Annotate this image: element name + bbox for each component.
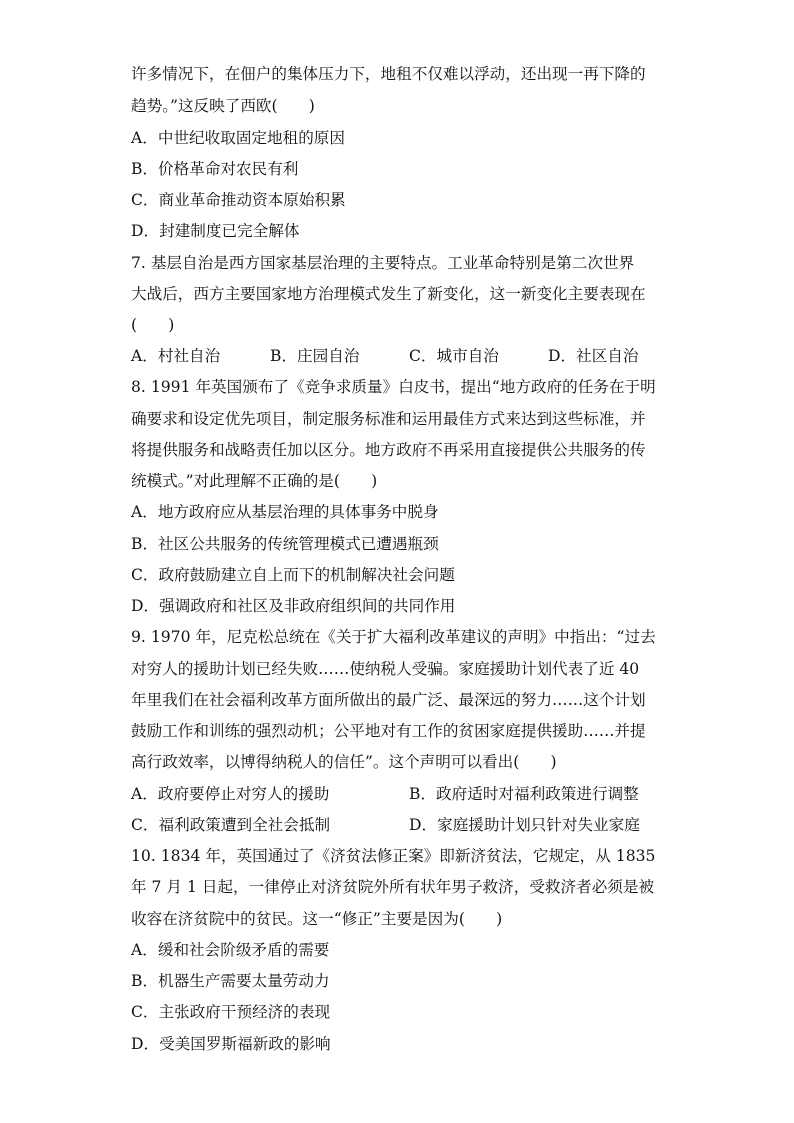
q9-stem-line-4: 鼓励工作和训练的强烈动机；公平地对有工作的贫困家庭提供援助……并提 <box>131 722 646 740</box>
q8-option-b[interactable]: B．社区公共服务的传统管理模式已遭遇瓶颈 <box>131 535 439 553</box>
q10-stem-line-1: 10. 1834 年，英国通过了《济贫法修正案》即新济贫法，它规定，从 1835 <box>131 847 656 865</box>
q10-option-b[interactable]: B．机器生产需要太量劳动力 <box>131 972 330 990</box>
q10-option-a[interactable]: A．缓和社会阶级矛盾的需要 <box>131 941 330 959</box>
q6-option-a[interactable]: A．中世纪收取固定地租的原因 <box>131 129 345 147</box>
q6-stem-line-1: 许多情况下，在佃户的集体压力下，地租不仅难以浮动，还出现一再下降的 <box>131 65 646 83</box>
q6-stem-line-2: 趋势。”这反映了西欧( ) <box>131 97 315 115</box>
q9-options-row-2 <box>131 814 671 836</box>
q8-stem-line-2: 确要求和设定优先项目，制定服务标准和运用最佳方式来达到这些标准，并 <box>131 410 646 428</box>
q10-stem-line-3: 收容在济贫院中的贫民。这一“修正”主要是因为( ) <box>131 910 503 928</box>
q8-stem-line-1: 8. 1991 年英国颁布了《竞争求质量》白皮书，提出“地方政府的任务在于明 <box>131 378 656 396</box>
q7-option-d[interactable]: D．社区自治 <box>548 347 639 365</box>
q7-options-row <box>131 345 671 367</box>
q8-option-a[interactable]: A．地方政府应从基层治理的具体事务中脱身 <box>131 503 439 521</box>
q7-option-a[interactable]: A．村社自治 <box>131 347 221 365</box>
q7-option-b[interactable]: B．庄园自治 <box>270 347 360 365</box>
q7-stem-line-3: ( ) <box>131 316 175 334</box>
q8-stem-line-3: 将提供服务和战略责任加以区分。地方政府不再采用直接提供公共服务的传 <box>131 441 646 459</box>
q10-option-c[interactable]: C．主张政府干预经济的表现 <box>131 1003 331 1021</box>
q7-stem-line-1: 7. 基层自治是西方国家基层治理的主要特点。工业革命特别是第二次世界 <box>131 254 635 272</box>
q6-option-d[interactable]: D．封建制度已完全解体 <box>131 222 300 240</box>
q6-option-c[interactable]: C．商业革命推动资本原始积累 <box>131 191 346 209</box>
q9-option-b[interactable]: B．政府适时对福利政策进行调整 <box>409 785 639 803</box>
q9-stem-line-2: 对穷人的援助计划已经失败……使纳税人受骗。家庭援助计划代表了近 40 <box>131 660 640 678</box>
q10-option-d[interactable]: D．受美国罗斯福新政的影响 <box>131 1035 331 1053</box>
q8-option-d[interactable]: D．强调政府和社区及非政府组织间的共同作用 <box>131 597 456 615</box>
q9-stem-line-1: 9. 1970 年，尼克松总统在《关于扩大福利改革建议的声明》中指出：“过去 <box>131 628 656 646</box>
q6-option-b[interactable]: B．价格革命对农民有利 <box>131 160 299 178</box>
q9-stem-line-5: 高行政效率，以博得纳税人的信任”。这个声明可以看出( ) <box>131 753 557 771</box>
q9-options-row-1 <box>131 783 671 805</box>
q9-stem-line-3: 年里我们在社会福利改革方面所做出的最广泛、最深远的努力……这个计划 <box>131 691 646 709</box>
q8-option-c[interactable]: C．政府鼓励建立自上而下的机制解决社会问题 <box>131 566 455 584</box>
q9-option-c[interactable]: C．福利政策遭到全社会抵制 <box>131 816 331 834</box>
q10-stem-line-2: 年 7 月 1 日起，一律停止对济贫院外所有状年男子救济，受救济者必须是被 <box>131 878 655 896</box>
q9-option-d[interactable]: D．家庭援助计划只针对失业家庭 <box>409 816 640 834</box>
q7-option-c[interactable]: C．城市自治 <box>409 347 499 365</box>
q8-stem-line-4: 统模式。”对此理解不正确的是( ) <box>131 472 378 490</box>
q9-option-a[interactable]: A．政府要停止对穷人的援助 <box>131 785 330 803</box>
q7-stem-line-2: 大战后，西方主要国家地方治理模式发生了新变化，这一新变化主要表现在 <box>131 285 646 303</box>
